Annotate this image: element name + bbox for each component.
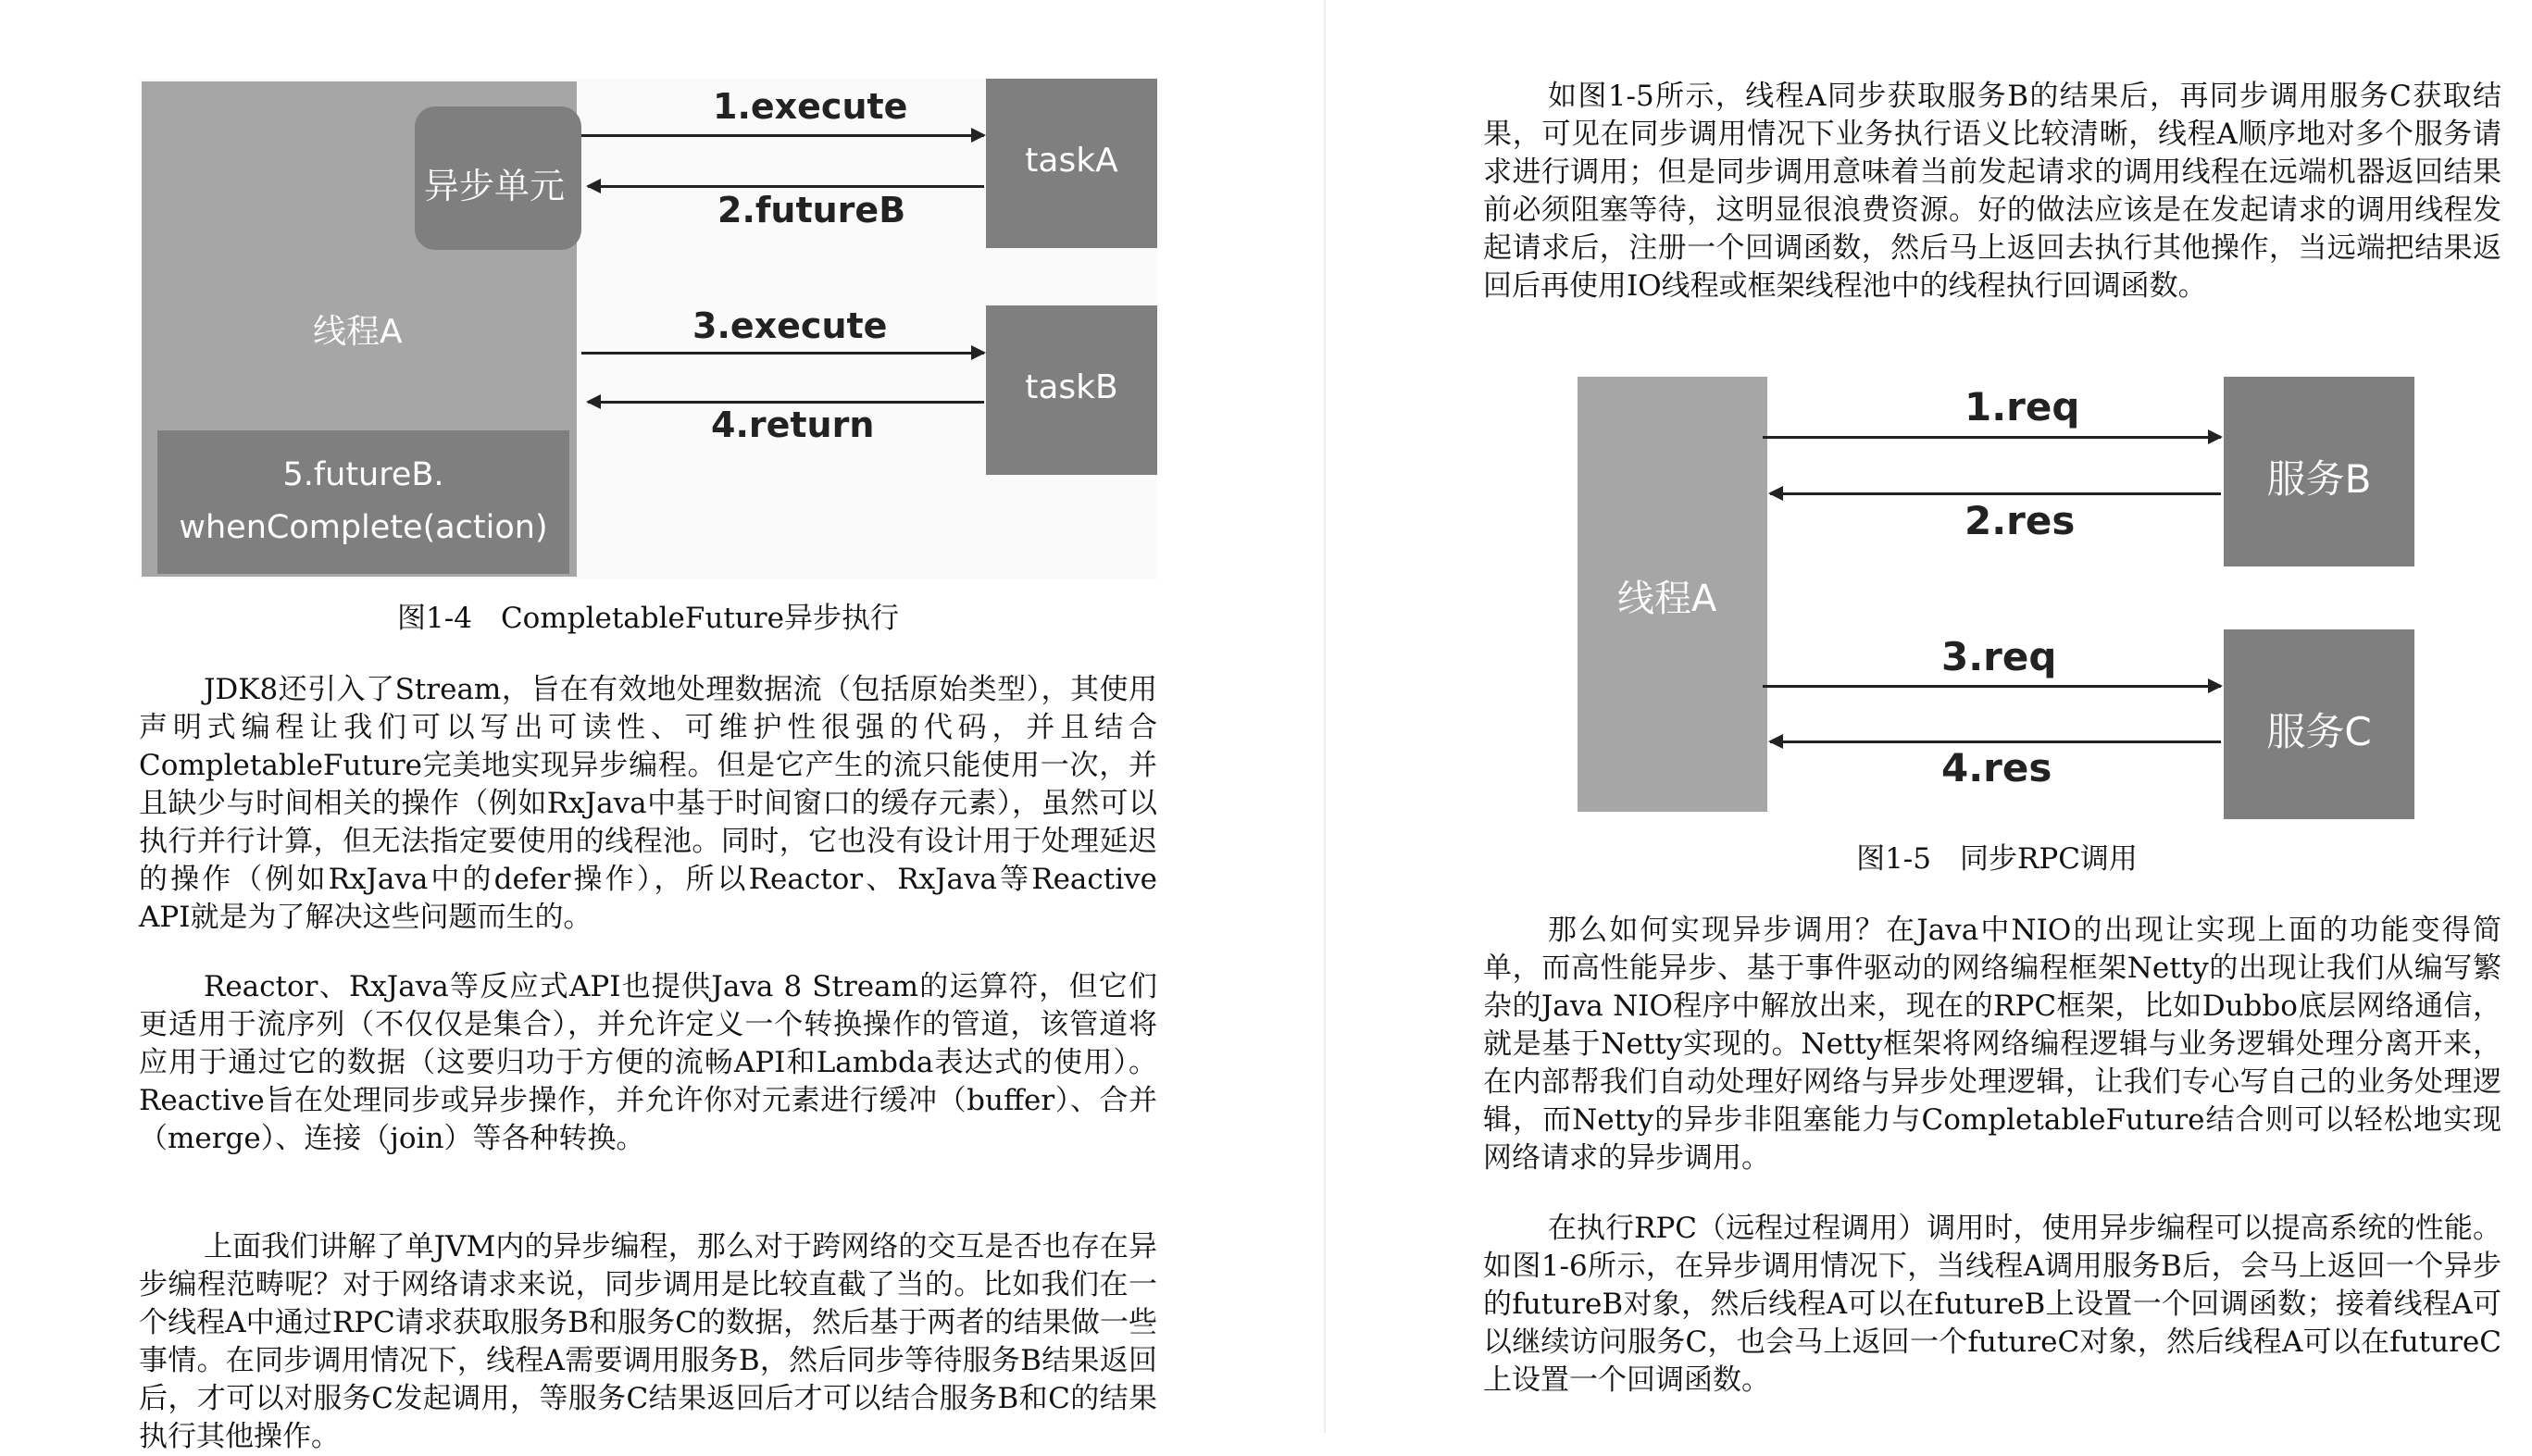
figure-1-4-caption: 图1-4 CompletableFuture异步执行 [397,602,899,635]
page-divider [1324,0,1326,1433]
service-b-label: 服务B [2266,456,2372,502]
res-arrow-4 [1770,740,2221,743]
callback-line1: 5.futureB. [282,456,444,493]
arrow-label-3: 3.execute [692,305,888,346]
service-b-box [2224,377,2414,566]
left-paragraph-1: JDK8还引入了Stream，旨在有效地处理数据流（包括原始类型），其使用声明式编程让我们可以写出可读性、可维护性很强的代码，并且结合CompletableFuture完美地实现异步编程。但是它产生的流只能使用一次，并且缺少与时间相关的操作（例如RxJava中基于时间窗口的缓存元素），虽然可以执行并行计算，但无法指定要使用的线程池。同时，它也没有设计用于处理延迟的操作（例如RxJava中的defer操作），所以Reactor、RxJava等Reactive API就是为了解决这些问题而生的。 [139,673,1157,934]
figure-1-5-caption: 图1-5 同步RPC调用 [1856,842,2138,876]
arrow-label-1: 1.execute [713,86,908,127]
thread-a-label-2: 线程A [1617,578,1717,620]
async-unit-box [415,106,581,250]
arrow-label-4: 4.return [711,404,875,445]
res-label-4: 4.res [1941,745,2052,790]
task-b-box [986,305,1157,475]
callback-line2: whenComplete(action) [179,509,548,546]
arrow-4 [588,401,984,404]
service-c-label: 服务C [2266,709,2372,754]
task-a-box [986,79,1157,248]
arrow-3 [581,352,984,355]
async-unit-label: 异步单元 [424,166,566,206]
thread-a-label: 线程A [313,313,403,351]
task-b-label: taskB [1025,368,1118,406]
figure-1-5 [1576,375,2418,819]
req-arrow-3 [1763,685,2221,688]
callback-box [157,430,569,574]
right-paragraph-1: 如图1-5所示，线程A同步获取服务B的结果后，再同步调用服务C获取结果，可见在同步调用情况下业务执行语义比较清晰，线程A顺序地对多个服务请求进行调用；但是同步调用意味着当前发起请求的调用线程在远端机器返回结果前必须阻塞等待，这明显很浪费资源。好的做法应该是在发起请求的调用线程发起请求后，注册一个回调函数，然后马上返回去执行其他操作，当远端把结果返回后再使用IO线程或框架线程池中的线程执行回调函数。 [1483,80,2501,303]
task-a-label: taskA [1025,142,1118,180]
right-paragraph-3: 在执行RPC（远程过程调用）调用时，使用异步编程可以提高系统的性能。如图1-6所示，在异步调用情况下，当线程A调用服务B后，会马上返回一个异步的futureB对象，然后线程A可以在futureB上设置一个回调函数；接着线程A可以继续访问服务C，也会马上返回一个futureC对象，然后线程A可以在futureC上设置一个回调函数。 [1483,1212,2501,1397]
left-paragraph-2: Reactor、RxJava等反应式API也提供Java 8 Stream的运算符，但它们更适用于流序列（不仅仅是集合），并允许定义一个转换操作的管道，该管道将应用于通过它的数据（这要归功于方便的流畅API和Lambda表达式的使用）。Reactive旨在处理同步或异步操作，并允许你对元素进行缓冲（buffer）、合并（merge）、连接（join）等各种转换。 [139,970,1157,1155]
res-arrow-2 [1770,492,2221,495]
right-paragraph-2: 那么如何实现异步调用？在Java中NIO的出现让实现上面的功能变得简单，而高性能异步、基于事件驱动的网络编程框架Netty的出现让我们从编写繁杂的Java NIO程序中解放出来，现在的RPC框架，比如Dubbo底层网络通信，就是基于Netty实现的。Netty框架将网络编程逻辑与业务逻辑处理分离开来，在内部帮我们自动处理好网络与异步处理逻辑，让我们专心写自己的业务处理逻辑，而Netty的异步非阻塞能力与CompletableFuture结合则可以轻松地实现网络请求的异步调用。 [1483,914,2501,1175]
left-paragraph-3: 上面我们讲解了单JVM内的异步编程，那么对于跨网络的交互是否也存在异步编程范畴呢？对于网络请求来说，同步调用是比较直截了当的。比如我们在一个线程A中通过RPC请求获取服务B和服务C的数据，然后基于两者的结果做一些事情。在同步调用情况下，线程A需要调用服务B，然后同步等待服务B结果返回后，才可以对服务C发起调用，等服务C结果返回后才可以结合服务B和C的结果执行其他操作。 [139,1230,1157,1453]
req-label-3: 3.req [1941,634,2057,679]
req-arrow-1 [1763,436,2221,439]
arrow-1 [581,134,984,137]
req-label-1: 1.req [1964,384,2080,429]
res-label-2: 2.res [1964,498,2076,543]
arrow-label-2: 2.futureB [717,190,906,230]
service-c-box [2224,629,2414,819]
figure-1-4 [139,79,1157,579]
arrow-2 [588,185,984,188]
